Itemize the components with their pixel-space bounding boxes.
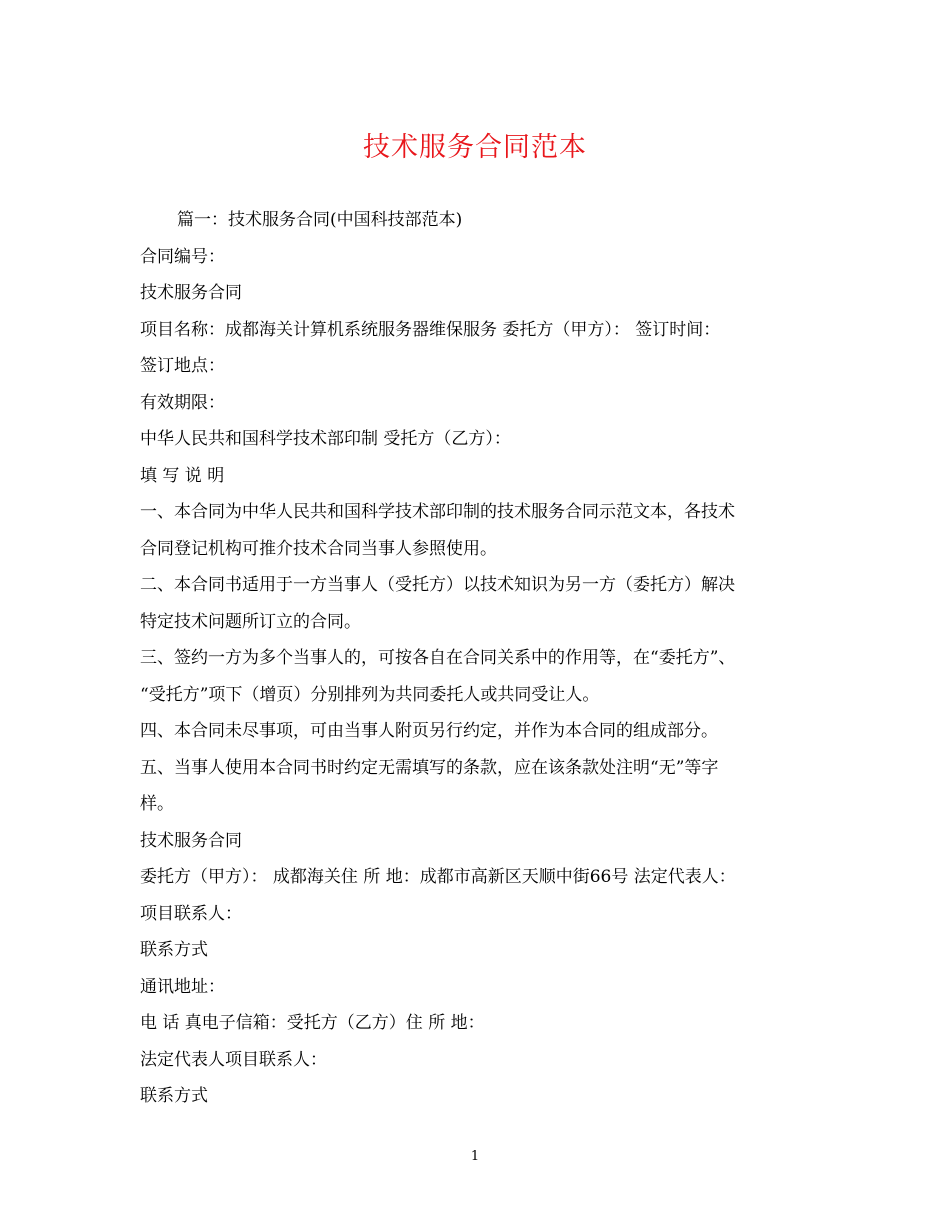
client-party-line: 委托方（甲方）： 成都海关住 所 地：成都市高新区天顺中街66号 法定代表人：: [140, 867, 736, 887]
mailing-address-label: 通讯地址：: [140, 976, 225, 997]
contact-method-label: 联系方式: [140, 940, 208, 960]
instruction-2-line-2: 特定技术问题所订立的合同。: [140, 611, 361, 632]
contract-type-heading: 技术服务合同: [140, 283, 242, 303]
project-name-line: 项目名称：成都海关计算机系统服务器维保服务 委托方（甲方）： 签订时间：: [140, 319, 721, 340]
instruction-1-line-1: 一、本合同为中华人民共和国科学技术部印制的技术服务合同示范文本，各技术: [140, 502, 735, 522]
phone-email-line: 电 话 真电子信箱：受托方（乙方）住 所 地：: [140, 1013, 485, 1033]
instruction-4: 四、本合同未尽事项，可由当事人附页另行约定，并作为本合同的组成部分。: [140, 721, 718, 741]
contact-method-label-2: 联系方式: [140, 1086, 208, 1106]
document-title: 技术服务合同范本: [363, 132, 587, 163]
instruction-5-line-2: 样。: [140, 794, 174, 814]
printed-by-line: 中华人民共和国科学技术部印制 受托方（乙方）：: [140, 429, 511, 449]
validity-period-label: 有效期限：: [140, 392, 225, 413]
signing-place-label: 签订地点：: [140, 356, 225, 376]
page-number: 1: [470, 1149, 480, 1164]
section-heading: 篇一：技术服务合同(中国科技部范本): [177, 210, 463, 230]
instructions-heading: 填 写 说 明: [140, 465, 225, 486]
document-body: [140, 202, 820, 1115]
contract-body-heading: 技术服务合同: [140, 830, 242, 851]
instruction-3-line-2: “受托方”项下（增页）分别排列为共同委托人或共同受让人。: [140, 684, 600, 705]
instruction-3-line-1: 三、签约一方为多个当事人的，可按各自在合同关系中的作用等，在“委托方”、: [140, 648, 736, 668]
project-contact-label: 项目联系人：: [140, 903, 242, 924]
instruction-1-line-2: 合同登记机构可推介技术合同当事人参照使用。: [140, 538, 497, 559]
legal-rep-contact-line: 法定代表人项目联系人：: [140, 1049, 327, 1070]
instruction-5-line-1: 五、当事人使用本合同书时约定无需填写的条款，应在该条款处注明“无”等字: [140, 757, 719, 778]
contract-number-label: 合同编号：: [140, 246, 225, 267]
instruction-2-line-1: 二、本合同书适用于一方当事人（受托方）以技术知识为另一方（委托方）解决: [140, 575, 735, 595]
